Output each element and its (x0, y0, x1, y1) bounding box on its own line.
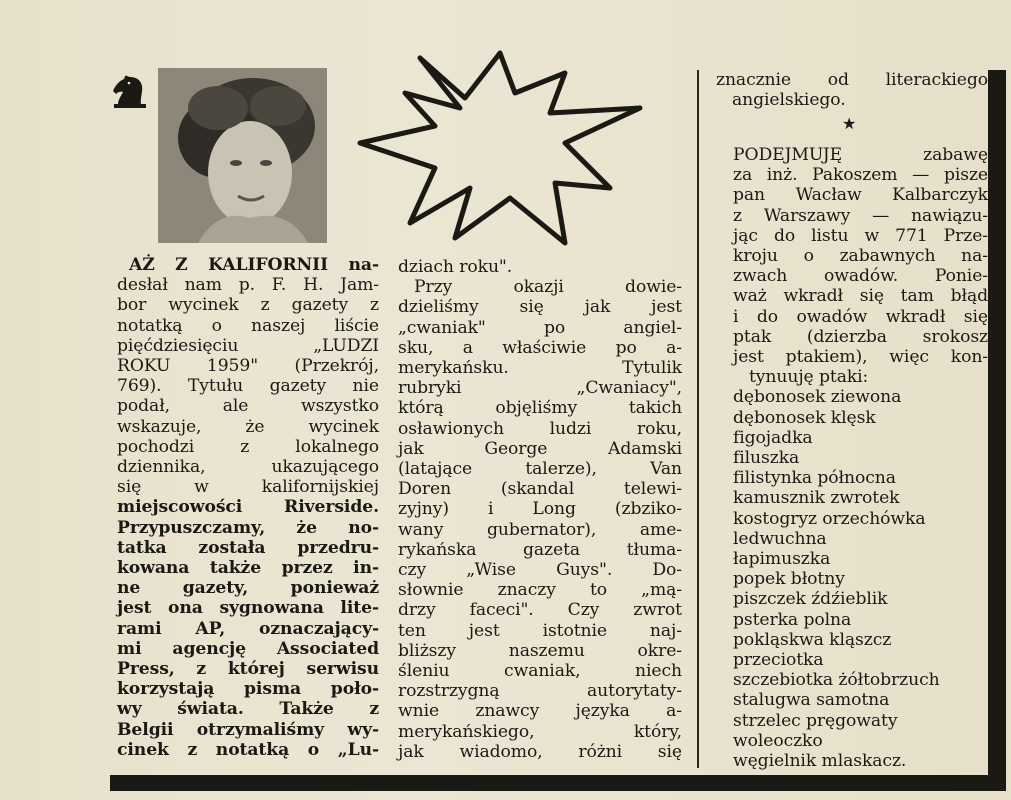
text-line: Przypuszczamy, że no- (117, 517, 379, 538)
text-line: i do owadów wkradł się (733, 306, 988, 327)
text-line: Doren (skandal telewi- (398, 479, 682, 500)
text-line: bliższy naszemu okre- (398, 640, 682, 661)
list-item: filistynka północna (733, 468, 896, 489)
text-line: Press, z której serwisu (117, 659, 379, 680)
text-line: pochodzi z lokalnego (117, 436, 379, 457)
text-line: korzystają pisma poło- (117, 679, 379, 700)
text-line: „cwaniak" po angiel- (398, 317, 682, 338)
text-line: znacznie od literackiego (716, 70, 988, 90)
text-line: angielskiego. (732, 90, 846, 111)
text-line: rozstrzygną autorytaty- (398, 681, 682, 702)
text-line: jąc do listu w 771 Prze- (733, 225, 988, 246)
list-item: dębonosek ziewona (733, 387, 902, 408)
text-line: wskazuje, że wycinek (117, 416, 379, 437)
bottom-border (110, 775, 1006, 791)
list-item: dębonosek klęsk (733, 407, 876, 428)
text-line: jak George Adamski (398, 438, 682, 459)
text-line: Przy okazji dowie- (414, 277, 682, 298)
text-line: waż wkradł się tam błąd (733, 286, 988, 307)
text-line: wany gubernator), ame- (398, 519, 682, 540)
text-line: słownie znaczy to „mą- (398, 580, 682, 601)
text-line: 769). Tytułu gazety nie (117, 376, 379, 397)
text-line: rubryki „Cwaniacy", (398, 378, 682, 399)
text-line: dziach roku". (398, 257, 513, 277)
list-item: stalugwa samotna (733, 690, 890, 711)
text-line: pan Wacław Kalbarczyk (733, 185, 988, 206)
list-item: ledwuchna (733, 528, 827, 549)
list-item: strzelec pręgowaty (733, 710, 898, 731)
text-line: kowana także przez in- (117, 558, 379, 579)
column-3-top (716, 70, 988, 110)
text-line: dziennika, ukazującego (117, 457, 379, 478)
list-item: psterka polna (733, 609, 852, 630)
text-line: rykańska gazeta tłuma- (398, 539, 682, 560)
list-item: kamusznik zwrotek (733, 488, 900, 509)
section-asterisk: ★ (842, 114, 857, 133)
text-line: jak wiadomo, różni się (398, 741, 682, 762)
text-line: z Warszawy — nawiązu- (733, 205, 988, 226)
portrait-photo (158, 68, 327, 243)
text-line: AŻ Z KALIFORNII na- (129, 255, 379, 275)
text-line: wnie znawcy języka a- (398, 701, 682, 722)
text-line: drzy faceci". Czy zwrot (398, 600, 682, 621)
text-line: zyjny) i Long (zbziko- (398, 499, 682, 520)
list-item: kostogryz orzechówka (733, 508, 926, 529)
text-line: notatką o naszej liście (117, 315, 379, 336)
text-line: czy „Wise Guys". Do- (398, 560, 682, 581)
text-line: podał, ale wszystko (117, 396, 379, 417)
list-item: szczebiotka żółtobrzuch (733, 670, 940, 691)
text-line: ten jest istotnie naj- (398, 620, 682, 641)
text-line: którą objęliśmy takich (398, 398, 682, 419)
list-item: łapimuszka (733, 549, 831, 570)
text-line: wy świata. Także z (117, 699, 379, 720)
text-line: pięćdziesięciu „LUDZI (117, 335, 379, 356)
text-line: tynuuję ptaki: (749, 367, 869, 388)
text-line: (latające talerze), Van (398, 459, 682, 480)
text-line: jest ptakiem), więc kon- (733, 347, 988, 368)
chess-knight-icon (110, 74, 152, 112)
text-line: PODEJMUJĘ zabawę (733, 145, 988, 165)
column-3 (733, 145, 988, 771)
list-item: woleoczko (733, 730, 823, 751)
text-line: merykańskiego, który, (398, 721, 682, 742)
text-line: Belgii otrzymaliśmy wy- (117, 719, 379, 740)
text-line: sku, a właściwie po a- (398, 337, 682, 358)
column-1 (117, 255, 379, 760)
text-line: jest ona sygnowana lite- (117, 598, 379, 619)
text-line: desłał nam p. F. H. Jam- (117, 275, 379, 296)
text-line: cinek z notatką o „Lu- (117, 739, 379, 760)
text-line: ptak (dzierzba srokosz (733, 326, 988, 347)
column-2 (398, 257, 682, 762)
list-item: figojadka (733, 427, 813, 448)
text-line: zwach owadów. Ponie- (733, 266, 988, 287)
column-divider (697, 70, 699, 768)
list-item: węgielnik mlaskacz. (733, 751, 907, 772)
text-line: śleniu cwaniak, niech (398, 661, 682, 682)
text-line: osławionych ludzi roku, (398, 418, 682, 439)
list-item: filuszka (733, 448, 800, 469)
text-line: dzieliśmy się jak jest (398, 297, 682, 318)
list-item: przeciotka (733, 650, 824, 671)
star-outline-drawing (350, 48, 655, 248)
right-border (988, 70, 1006, 780)
list-item: popek błotny (733, 569, 845, 590)
text-line: miejscowości Riverside. (117, 497, 379, 518)
text-line: merykańsku. Tytulik (398, 358, 682, 379)
text-line: tatka została przedru- (117, 537, 379, 558)
text-line: mi agencję Associated (117, 638, 379, 659)
list-item: piszczek źdźieblik (733, 589, 888, 610)
text-line: się w kalifornijskiej (117, 477, 379, 498)
text-line: ne gazety, ponieważ (117, 578, 379, 599)
list-item: pokląskwa kląszcz (733, 629, 892, 650)
text-line: bor wycinek z gazety z (117, 295, 379, 316)
text-line: ROKU 1959" (Przekrój, (117, 356, 379, 377)
text-line: rami AP, oznaczający- (117, 618, 379, 639)
text-line: kroju o zabawnych na- (733, 246, 988, 267)
text-line: za inż. Pakoszem — pisze (733, 165, 988, 186)
